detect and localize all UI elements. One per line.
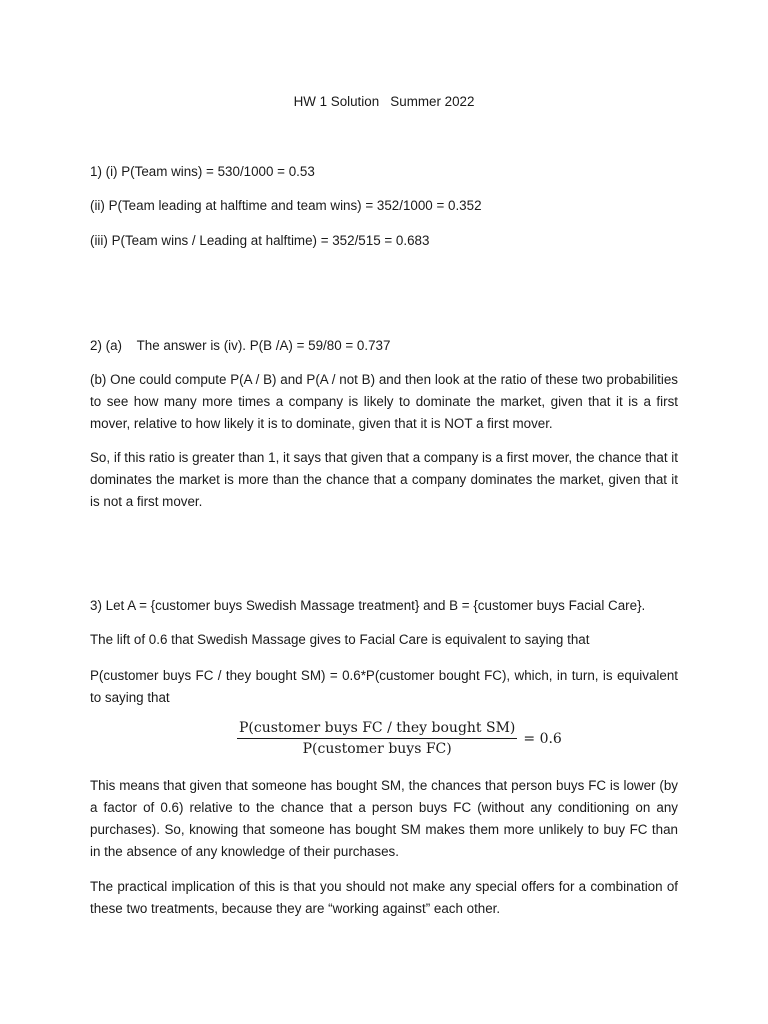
q3-definition: 3) Let A = {customer buys Swedish Massage treatment} and B = {customer buys Facial Care}. [90,598,646,613]
q1-part-ii: (ii) P(Team leading at halftime and team wins) = 352/1000 = 0.352 [90,198,482,213]
q3-probability-statement: P(customer buys FC / they bought SM) = 0.6*P(customer bought FC), which, in turn, is equivalent to saying that [90,668,678,705]
formula-denominator: P(customer buys FC) [302,741,452,757]
formula-numerator: P(customer buys FC / they bought SM) [237,720,517,739]
q3-lift-statement: The lift of 0.6 that Swedish Massage gives to Facial Care is equivalent to saying that [90,632,590,647]
formula-rhs: = 0.6 [523,730,562,747]
q2-part-a: 2) (a) The answer is (iv). P(B /A) = 59/80 = 0.737 [90,338,391,353]
page-title: HW 1 Solution Summer 2022 [293,94,475,109]
formula-fraction [237,720,517,757]
lift-formula [237,720,562,757]
q1-part-iii: (iii) P(Team wins / Leading at halftime) = 352/515 = 0.683 [90,233,430,248]
q2-part-b: (b) One could compute P(A / B) and P(A / not B) and then look at the ratio of these two probabilities to see how many more times a company is likely to dominate the market, given that it is a first mover, relative to how likely it is to dominate, given that it is NOT a first mover. [90,372,678,431]
q3-interpretation: This means that given that someone has bought SM, the chances that person buys FC is lower (by a factor of 0.6) relative to the chance that a person buys FC (without any conditioning on any purchases). So, knowing that someone has bought SM makes them more unlikely to buy FC than in the absence of any knowledge of their purchases. [90,778,678,859]
q3-practical-implication: The practical implication of this is that you should not make any special offers for a combination of these two treatments, because they are “working against” each other. [90,879,678,916]
q2-ratio-paragraph: So, if this ratio is greater than 1, it says that given that a company is a first mover, the chance that it dominates the market is more than the chance that a company dominates the market, given that it is not a first mover. [90,450,678,509]
q1-part-i: 1) (i) P(Team wins) = 530/1000 = 0.53 [90,164,315,179]
